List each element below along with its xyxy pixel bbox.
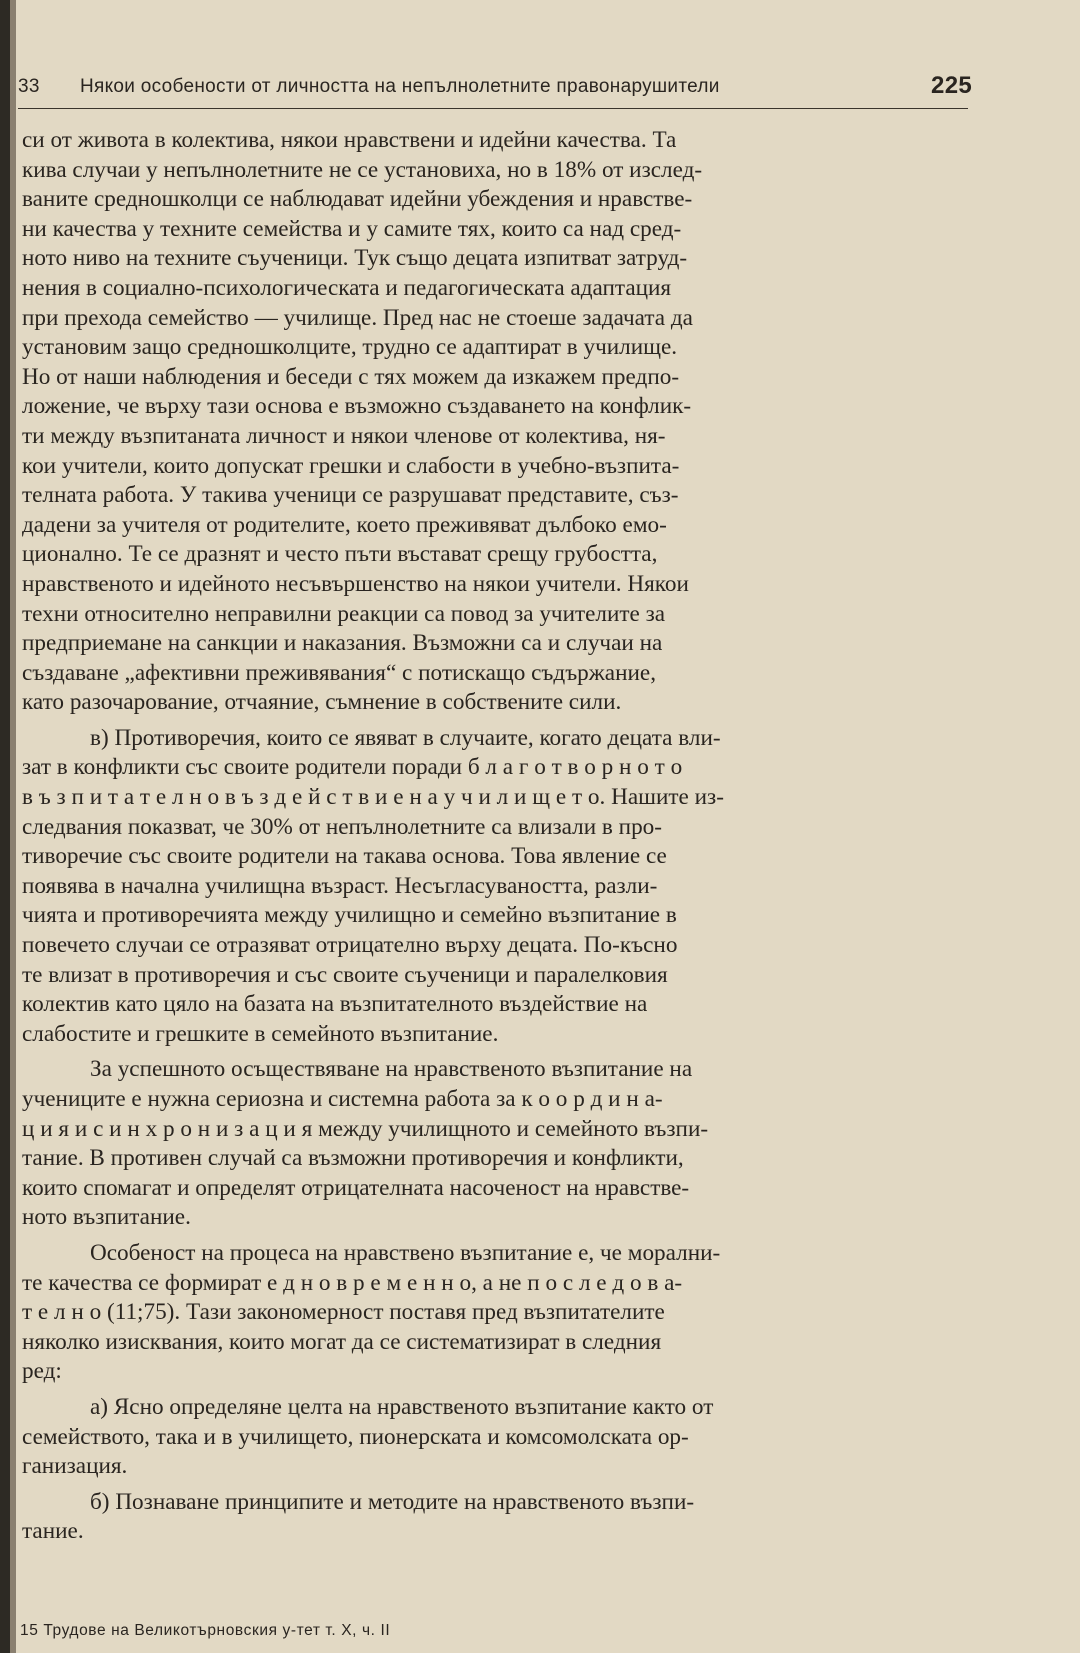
text-line: си от живота в колектива, някои нравствени и идейни качества. Та — [22, 127, 677, 153]
text-line: колектив като цяло на базата на възпитателното въздействие на — [22, 991, 648, 1018]
paragraph-4 — [22, 1239, 1002, 1387]
text-line: ложение, че върху тази основа е възможно създаването на конфлик- — [22, 393, 692, 420]
text-line: тание. — [22, 1518, 84, 1545]
header-rule — [18, 108, 968, 109]
running-header — [18, 72, 1008, 108]
body-text — [22, 126, 1002, 1553]
text-line: в ъ з п и т а т е л н о в ъ з д е й с т в и е н а у ч и л и щ е т о. Нашите из- — [22, 784, 724, 811]
text-line: За успешното осъществяване на нравственото възпитание на — [90, 1056, 693, 1083]
paragraph-2 — [22, 724, 1002, 1050]
text-line: Но от наши наблюдения и беседи с тях можем да изкажем предпо- — [22, 363, 680, 390]
text-line: няколко изисквания, които могат да се систематизират в следния — [22, 1328, 662, 1355]
text-line: създаване „афективни преживявания“ с потискащо съдържание, — [22, 659, 656, 686]
header-left-number: 33 — [18, 76, 40, 97]
text-line: ното ниво на техните съученици. Тук също децата изпитват затруд- — [22, 245, 688, 272]
list-item-a — [22, 1393, 1002, 1482]
text-line: Особеност на процеса на нравствено възпитание е, че морални- — [90, 1239, 721, 1266]
text-line: те качества се формират е д н о в р е м е н н о, а не п о с л е д о в а- — [22, 1269, 683, 1296]
text-line: ното възпитание. — [22, 1204, 191, 1231]
running-title: Някои особености от личността на непълнолетните правонарушители — [80, 76, 720, 97]
text-line: т е л н о (11;75). Тази закономерност поставя пред възпитателите — [22, 1299, 665, 1326]
text-line: слабостите и грешките в семейното възпитание. — [22, 1020, 499, 1047]
page-number: 225 — [931, 72, 972, 99]
text-line: б) Познаване принципите и методите на нравственото възпи- — [90, 1488, 695, 1515]
text-line: ти между възпитаната личност и някои членове от колектива, ня- — [22, 422, 666, 449]
text-line: тание. В противен случай са възможни противоречия и конфликти, — [22, 1145, 684, 1172]
text-line: ни качества у техните семейства и у самите тях, които са над сред- — [22, 215, 682, 242]
text-line: като разочарование, отчаяние, съмнение в собствените сили. — [22, 689, 622, 716]
text-line: дадени за учителя от родителите, което преживяват дълбоко емо- — [22, 511, 667, 538]
text-line: кои учители, които допускат грешки и слабости в учебно-възпита- — [22, 452, 680, 479]
text-line: ционално. Те се дразнят и често пъти въстават срещу грубостта, — [22, 541, 658, 568]
text-line: които спомагат и определят отрицателната насоченост на нравстве- — [22, 1174, 690, 1201]
text-line: те влизат в противоречия и със своите съученици и паралелковия — [22, 961, 668, 988]
text-line: повечето случаи се отразяват отрицателно върху децата. По-късно — [22, 932, 678, 959]
text-line: чията и противоречията между училищно и семейно възпитание в — [22, 902, 677, 929]
text-line: при прехода семейство — училище. Пред нас не стоеше задачата да — [22, 304, 693, 331]
text-line: появява в начална училищна възраст. Несъгласуваността, разли- — [22, 872, 658, 899]
text-line: ганизация. — [22, 1453, 128, 1480]
text-line: техни относително неправилни реакции са повод за учителите за — [22, 600, 666, 627]
text-line: зат в конфликти със своите родители поради б л а г о т в о р н о т о — [22, 754, 683, 781]
text-line: нения в социално-психологическата и педагогическата адаптация — [22, 274, 672, 301]
paragraph-3 — [22, 1055, 1002, 1233]
list-item-b — [22, 1488, 1002, 1547]
text-line: телната работа. У такива ученици се разрушават представите, съз- — [22, 482, 679, 509]
text-line: ред: — [22, 1358, 62, 1385]
text-line: следвания показват, че 30% от непълнолетните са влизали в про- — [22, 813, 662, 840]
text-line: установим защо средношколците, трудно се адаптират в училище. — [22, 334, 678, 361]
text-line: предприемане на санкции и наказания. Възможни са и случаи на — [22, 630, 663, 657]
text-line: нравственото и идейното несъвършенство на някои учители. Някои — [22, 570, 689, 597]
text-line: тиворечие със своите родители на такава основа. Това явление се — [22, 843, 667, 870]
text-line: учениците е нужна сериозна и системна работа за к о о р д и н а- — [22, 1086, 663, 1112]
text-line: ц и я и с и н х р о н и з а ц и я между училищното и семейното възпи- — [22, 1115, 709, 1142]
signature-footer: 15 Трудове на Великотърновския у-тет т. X, ч. II — [20, 1622, 391, 1639]
text-line: семейството, така и в училището, пионерската и комсомолската ор- — [22, 1423, 689, 1450]
text-line: а) Ясно определяне целта на нравственото възпитание както от — [90, 1393, 714, 1420]
book-spine-shadow — [0, 0, 10, 1653]
book-spine-edge — [10, 0, 16, 1653]
text-line: ваните средношколци се наблюдават идейни убеждения и нравстве- — [22, 186, 693, 213]
paragraph-1 — [22, 126, 1002, 718]
text-line: кива случаи у непълнолетните не се установиха, но в 18% от изслед- — [22, 156, 703, 183]
text-line: в) Противоречия, които се явяват в случаите, когато децата вли- — [90, 724, 721, 751]
